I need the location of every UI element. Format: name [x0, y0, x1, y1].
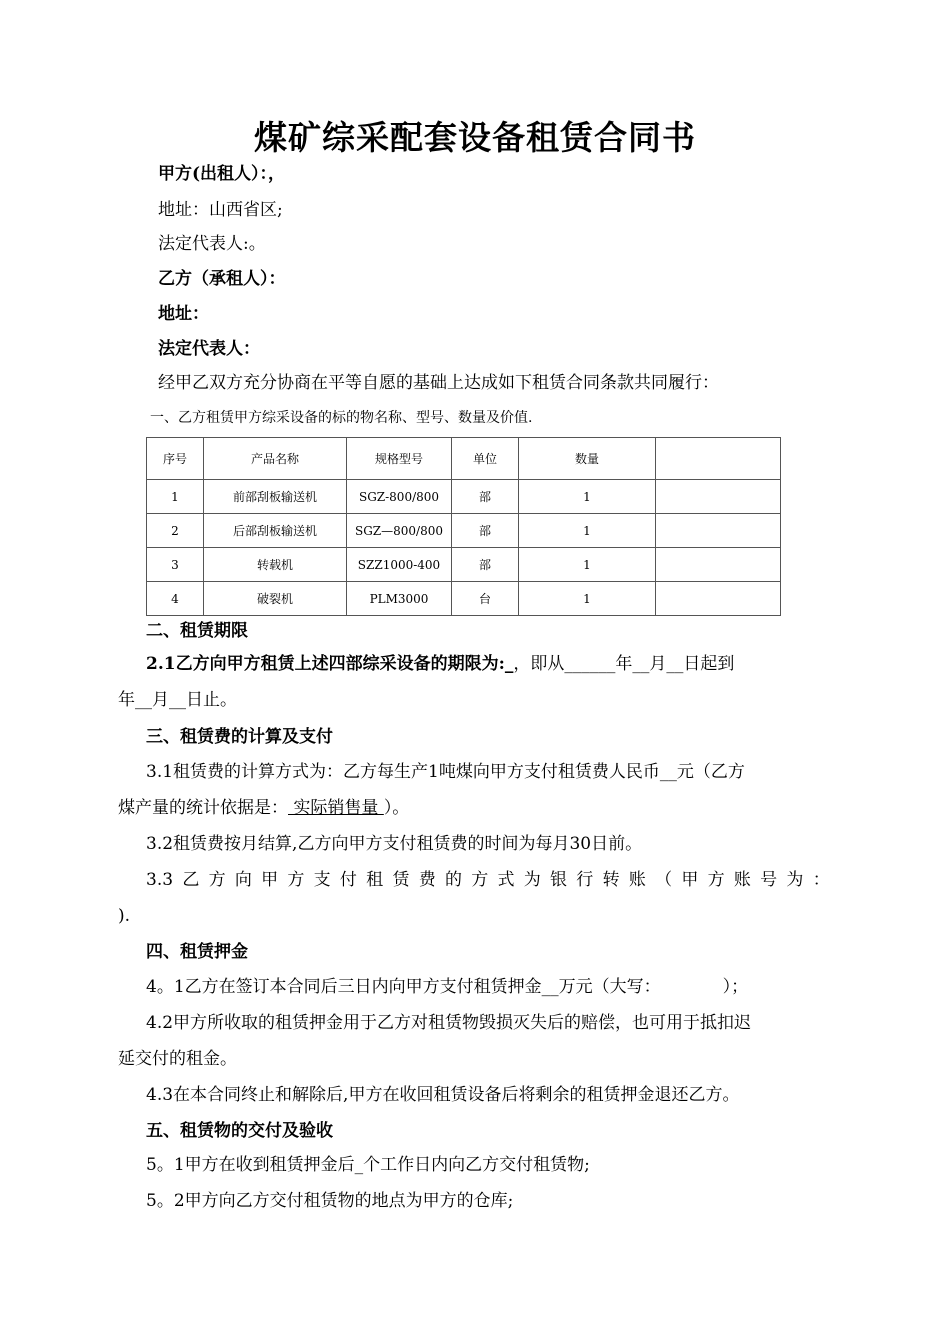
clause-2-1-line2	[118, 688, 237, 712]
table-row	[147, 514, 781, 548]
table-cell: 1	[147, 480, 204, 514]
clause-3-3-char: 租	[366, 870, 384, 890]
table-cell: 部	[452, 480, 519, 514]
text: 个工作日内向乙方交付租赁物;	[363, 1155, 590, 1175]
clause-3-1-line1	[146, 760, 745, 784]
blank: _	[504, 654, 514, 674]
table-cell: 台	[452, 582, 519, 616]
clause-5-1	[146, 1153, 590, 1177]
party-a-address: 地址：山西省区;	[158, 200, 283, 220]
text: 煤产量的统计依据是：	[118, 798, 288, 818]
table-header-cell	[656, 438, 781, 480]
table-header-cell: 序号	[147, 438, 204, 480]
party-b-address: 地址：	[158, 304, 209, 324]
equipment-table	[146, 437, 781, 616]
table-cell: 后部刮板输送机	[204, 514, 347, 548]
clause-3-3-char: 甲	[681, 870, 699, 890]
clause-4-1	[146, 975, 748, 999]
clause-3-3-char: 的	[444, 870, 462, 890]
table-cell	[656, 582, 781, 616]
clause-3-3-char: 支	[313, 870, 331, 890]
text: 年	[615, 654, 633, 674]
table-cell: SZZ1000-400	[347, 548, 452, 582]
blank: __	[135, 690, 152, 710]
section-5-heading: 五、租赁物的交付及验收	[146, 1121, 333, 1141]
clause-3-3-char: 银	[550, 870, 568, 890]
table-header-cell: 规格型号	[347, 438, 452, 480]
table-cell	[656, 514, 781, 548]
clause-2-1-bold: 2.1乙方向甲方租赁上述四部综采设备的期限为:	[146, 654, 505, 674]
blank: __	[659, 762, 677, 782]
clause-3-3-char: 式	[497, 870, 515, 890]
clause-3-3-char: 为	[523, 870, 541, 890]
blank: __	[541, 977, 559, 997]
clause-3-3-char: 号	[760, 870, 778, 890]
table-cell: SGZ-800/800	[347, 480, 452, 514]
text: ）。	[383, 798, 410, 818]
text: ）；	[722, 977, 749, 997]
table-cell: 前部刮板输送机	[204, 480, 347, 514]
text: 日起到	[683, 654, 735, 674]
clause-3-3-char: 乙	[182, 870, 200, 890]
document-title: 煤矿综采配套设备租赁合同书	[254, 118, 696, 157]
text: 3.1租赁费的计算方式为：乙方每生产1吨煤向甲方支付租赁费人民币	[146, 762, 660, 782]
intro-paragraph: 经甲乙双方充分协商在平等自愿的基础上达成如下租赁合同条款共同履行：	[158, 373, 719, 393]
section-1-heading: 一、乙方租赁甲方综采设备的标的物名称、型号、数量及价值.	[150, 410, 533, 426]
table-cell: 转载机	[204, 548, 347, 582]
clause-3-1-line2	[118, 796, 409, 820]
table-cell: PLM3000	[347, 582, 452, 616]
party-a-rep: 法定代表人:。	[158, 234, 266, 254]
clause-4-2-line2: 延交付的租金。	[118, 1049, 237, 1069]
text: 月	[152, 690, 169, 710]
text: 5。1甲方在收到租赁押金后	[146, 1155, 355, 1175]
table-cell: 1	[519, 548, 656, 582]
text: 年	[118, 690, 135, 710]
clause-3-3-char: 账	[628, 870, 646, 890]
table-cell: SGZ—800/800	[347, 514, 452, 548]
clause-3-3-char: 费	[418, 870, 436, 890]
clause-3-3-char: 方	[287, 870, 305, 890]
clause-2-1-line1	[146, 652, 734, 676]
clause-3-3-char: ：	[812, 870, 830, 890]
text: 月	[649, 654, 667, 674]
party-b-rep: 法定代表人：	[158, 339, 260, 359]
table-cell	[656, 548, 781, 582]
blank: __	[666, 654, 684, 674]
blank: __	[632, 654, 650, 674]
clause-3-3-char: 方	[471, 870, 489, 890]
table-cell: 4	[147, 582, 204, 616]
table-row	[147, 480, 781, 514]
table-row	[147, 548, 781, 582]
clause-4-2-line1: 4.2甲方所收取的租赁押金用于乙方对租赁物毁损灭失后的赔偿，也可用于抵扣迟	[146, 1013, 752, 1033]
text: 4。1乙方在签订本合同后三日内向甲方支付租赁押金	[146, 977, 542, 997]
text: 日止。	[186, 690, 237, 710]
clause-3-3-char: 方	[707, 870, 725, 890]
text: ，即从	[513, 654, 565, 674]
table-header-cell: 单位	[452, 438, 519, 480]
table-cell: 破裂机	[204, 582, 347, 616]
section-3-heading: 三、租赁费的计算及支付	[146, 727, 333, 747]
clause-5-2: 5。2甲方向乙方交付租赁物的地点为甲方的仓库;	[146, 1191, 514, 1211]
clause-3-3-char: 为	[786, 870, 804, 890]
table-header-cell: 数量	[519, 438, 656, 480]
party-a-heading: 甲方(出租人）：，	[158, 164, 286, 184]
clause-3-3-char: 向	[234, 870, 252, 890]
blank: _	[354, 1155, 364, 1175]
table-header-cell: 产品名称	[204, 438, 347, 480]
table-row	[147, 582, 781, 616]
table-cell: 2	[147, 514, 204, 548]
underlined-value: 实际销售量	[288, 798, 384, 818]
table-cell: 1	[519, 480, 656, 514]
table-cell: 3	[147, 548, 204, 582]
table-cell: 部	[452, 514, 519, 548]
clause-3-2: 3.2租赁费按月结算,乙方向甲方支付租赁费的时间为每月30日前。	[146, 834, 643, 854]
table-cell: 1	[519, 582, 656, 616]
clause-3-3-char: 方	[208, 870, 226, 890]
table-cell: 部	[452, 548, 519, 582]
clause-3-3-line2: ).	[118, 906, 131, 926]
table-cell	[656, 480, 781, 514]
table-cell: 1	[519, 514, 656, 548]
clause-3-3-char: 转	[602, 870, 620, 890]
clause-4-3: 4.3在本合同终止和解除后,甲方在收回租赁设备后将剩余的租赁押金退还乙方。	[146, 1085, 740, 1105]
clause-3-3-char: 3.3	[146, 870, 174, 890]
clause-3-3-char: 赁	[392, 870, 410, 890]
section-2-heading: 二、租赁期限	[146, 621, 248, 641]
text: 元（乙方	[676, 762, 745, 782]
blank: __	[169, 690, 186, 710]
clause-3-3-char: 付	[339, 870, 357, 890]
clause-3-3-char: 甲	[261, 870, 279, 890]
clause-3-3-char: （	[655, 870, 673, 890]
party-b-heading: 乙方（承租人）：	[158, 269, 286, 289]
clause-3-3-line1	[146, 868, 830, 892]
table-header-row	[147, 438, 781, 480]
section-4-heading: 四、租赁押金	[146, 942, 248, 962]
blank: ______	[564, 654, 616, 674]
clause-3-3-char: 账	[733, 870, 751, 890]
clause-3-3-char: 行	[576, 870, 594, 890]
text: 万元（大写：	[558, 977, 661, 997]
